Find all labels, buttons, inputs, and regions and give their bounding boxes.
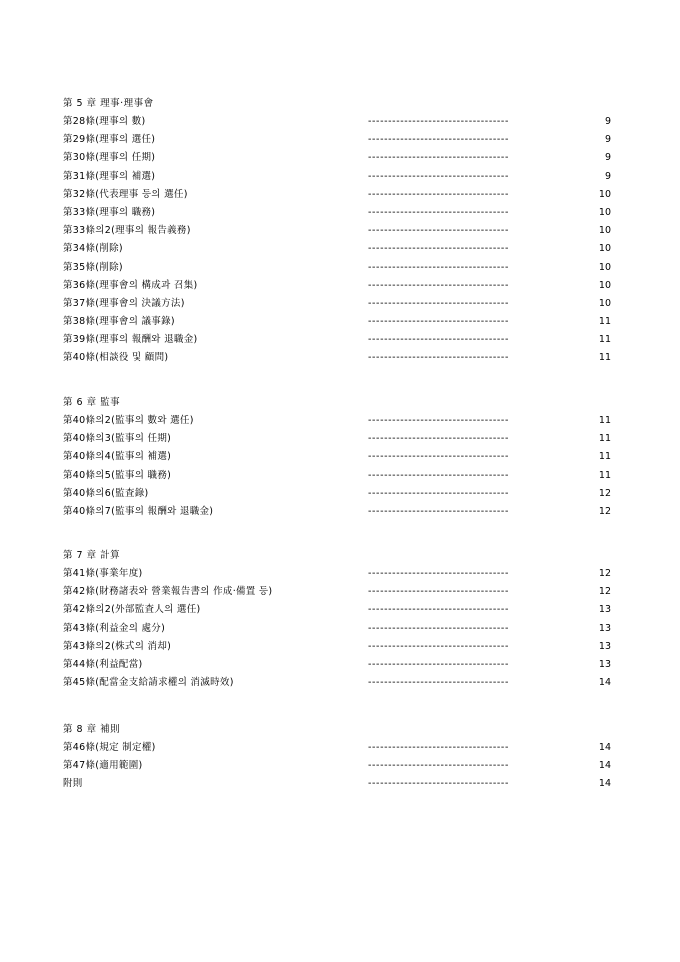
toc-entry[interactable] xyxy=(63,113,623,131)
entry-label: 第42條(財務諸表와 營業報告書의 作成·備置 등) xyxy=(63,586,273,598)
page-number: 10 xyxy=(598,279,611,291)
chapter-6 xyxy=(63,394,623,521)
page-number: 13 xyxy=(598,658,611,670)
dot-leader: ----------------------------------- xyxy=(368,451,509,463)
toc-entry[interactable] xyxy=(63,430,623,448)
dot-leader: ----------------------------------- xyxy=(368,487,509,499)
dot-leader: ----------------------------------- xyxy=(368,640,509,652)
page-number: 11 xyxy=(598,316,611,328)
toc-entry[interactable] xyxy=(63,638,623,656)
dot-leader: ----------------------------------- xyxy=(368,742,509,753)
entry-label: 第31條(理事의 補選) xyxy=(63,170,156,182)
page-number: 14 xyxy=(598,677,611,689)
entry-label: 第40條의5(監事의 職務) xyxy=(63,469,172,481)
entry-label: 第29條(理事의 選任) xyxy=(63,134,156,146)
dot-leader: ----------------------------------- xyxy=(368,188,509,200)
chapter-title: 第 8 章 補則 xyxy=(63,724,121,735)
chapter-title: 第 5 章 理事·理事會 xyxy=(63,98,154,109)
page-number: 10 xyxy=(598,243,611,255)
page-number: 12 xyxy=(598,505,611,517)
dot-leader: ----------------------------------- xyxy=(368,261,509,273)
dot-leader: ----------------------------------- xyxy=(368,206,509,218)
entry-label: 第46條(規定 制定權) xyxy=(63,742,156,753)
page-number: 9 xyxy=(604,134,611,146)
toc-entry[interactable] xyxy=(63,467,623,485)
page-number: 9 xyxy=(604,152,611,164)
entry-label: 第40條의7(監事의 報酬와 退職金) xyxy=(63,505,214,517)
toc-entry[interactable] xyxy=(63,412,623,430)
toc-entry[interactable] xyxy=(63,757,623,775)
dot-leader: ----------------------------------- xyxy=(368,469,509,481)
dot-leader: ----------------------------------- xyxy=(368,586,509,598)
page-number: 13 xyxy=(598,622,611,634)
entry-label: 第47條(適用範圍) xyxy=(63,760,143,772)
dot-leader: ----------------------------------- xyxy=(368,279,509,291)
entry-label: 第39條(理事의 報酬와 退職金) xyxy=(63,334,198,346)
entry-label: 第34條(削除) xyxy=(63,243,123,255)
entry-label: 第43條의2(株式의 消却) xyxy=(63,640,172,652)
page-number: 14 xyxy=(598,742,611,753)
page-number: 12 xyxy=(598,568,611,579)
entry-label: 第40條(相談役 및 顧問) xyxy=(63,352,169,364)
entry-label: 第40條의4(監事의 補選) xyxy=(63,451,172,463)
page-number: 10 xyxy=(598,297,611,309)
dot-leader: ----------------------------------- xyxy=(368,297,509,309)
toc-entry[interactable] xyxy=(63,601,623,619)
page-number: 11 xyxy=(598,334,611,346)
dot-leader: ----------------------------------- xyxy=(368,622,509,634)
dot-leader: ----------------------------------- xyxy=(368,677,509,689)
entry-label: 第40條의3(監事의 任期) xyxy=(63,433,172,445)
page-number: 11 xyxy=(598,433,611,445)
toc-entry[interactable] xyxy=(63,620,623,638)
dot-leader: ----------------------------------- xyxy=(368,658,509,670)
toc-entry[interactable] xyxy=(63,331,623,349)
page-number: 10 xyxy=(598,188,611,200)
toc-entry[interactable] xyxy=(63,656,623,674)
entry-label: 第44條(利益配當) xyxy=(63,658,143,670)
entry-label: 第43條(利益金의 處分) xyxy=(63,622,166,634)
toc-entry[interactable] xyxy=(63,131,623,149)
toc-entry[interactable] xyxy=(63,739,623,757)
entry-label: 第37條(理事會의 決議方法) xyxy=(63,297,185,309)
dot-leader: ----------------------------------- xyxy=(368,604,509,616)
dot-leader: ----------------------------------- xyxy=(368,778,509,790)
entry-label: 第45條(配當金支給請求權의 消滅時效) xyxy=(63,677,234,689)
dot-leader: ----------------------------------- xyxy=(368,505,509,517)
dot-leader: ----------------------------------- xyxy=(368,243,509,255)
toc-entry[interactable] xyxy=(63,583,623,601)
toc-entry[interactable] xyxy=(63,313,623,331)
toc-entry[interactable] xyxy=(63,240,623,258)
dot-leader: ----------------------------------- xyxy=(368,170,509,182)
toc-entry[interactable] xyxy=(63,295,623,313)
entry-label: 附則 xyxy=(63,778,83,790)
entry-label: 第41條(事業年度) xyxy=(63,568,143,579)
page-number: 10 xyxy=(598,206,611,218)
entry-label: 第42條의2(外部監査人의 選任) xyxy=(63,604,201,616)
dot-leader: ----------------------------------- xyxy=(368,316,509,328)
entry-label: 第33條(理事의 職務) xyxy=(63,206,156,218)
chapter-title: 第 7 章 計算 xyxy=(63,550,121,561)
entry-label: 第40條의6(監査錄) xyxy=(63,487,149,499)
entry-label: 第33條의2(理事의 報告義務) xyxy=(63,225,191,237)
dot-leader: ----------------------------------- xyxy=(368,415,509,426)
toc-entry[interactable] xyxy=(63,485,623,503)
page-number: 11 xyxy=(598,451,611,463)
dot-leader: ----------------------------------- xyxy=(368,433,509,445)
chapter-8 xyxy=(63,721,623,794)
page-number: 13 xyxy=(598,640,611,652)
toc-entry[interactable] xyxy=(63,448,623,466)
page-number: 10 xyxy=(598,261,611,273)
toc-entry[interactable] xyxy=(63,674,623,692)
page-number: 14 xyxy=(598,760,611,772)
chapter-7 xyxy=(63,547,623,692)
page-number: 9 xyxy=(604,116,611,127)
page-number: 13 xyxy=(598,604,611,616)
toc-entry[interactable] xyxy=(63,168,623,186)
dot-leader: ----------------------------------- xyxy=(368,760,509,772)
dot-leader: ----------------------------------- xyxy=(368,568,509,579)
toc-entry[interactable] xyxy=(63,222,623,240)
toc-entry[interactable] xyxy=(63,565,623,583)
toc-entry[interactable] xyxy=(63,775,623,793)
dot-leader: ----------------------------------- xyxy=(368,152,509,164)
toc-entry[interactable] xyxy=(63,204,623,222)
chapter-title: 第 6 章 監事 xyxy=(63,397,121,408)
entry-label: 第35條(削除) xyxy=(63,261,123,273)
entry-label: 第38條(理事會의 議事錄) xyxy=(63,316,175,328)
entry-label: 第28條(理事의 數) xyxy=(63,116,146,127)
dot-leader: ----------------------------------- xyxy=(368,334,509,346)
page-number: 12 xyxy=(598,487,611,499)
toc-entry[interactable] xyxy=(63,277,623,295)
page-number: 11 xyxy=(598,415,611,426)
page-number: 11 xyxy=(598,352,611,364)
toc-entry[interactable] xyxy=(63,503,623,521)
toc-entry[interactable] xyxy=(63,259,623,277)
toc-entry[interactable] xyxy=(63,149,623,167)
toc-entry[interactable] xyxy=(63,349,623,367)
page-number: 11 xyxy=(598,469,611,481)
entry-label: 第40條의2(監事의 數와 選任) xyxy=(63,415,194,426)
dot-leader: ----------------------------------- xyxy=(368,134,509,146)
dot-leader: ----------------------------------- xyxy=(368,225,509,237)
entry-label: 第32條(代表理事 등의 選任) xyxy=(63,188,188,200)
chapter-5 xyxy=(63,95,623,368)
page-number: 9 xyxy=(604,170,611,182)
page-number: 14 xyxy=(598,778,611,790)
dot-leader: ----------------------------------- xyxy=(368,352,509,364)
page-number: 12 xyxy=(598,586,611,598)
entry-label: 第36條(理事會의 構成과 召集) xyxy=(63,279,198,291)
toc-entry[interactable] xyxy=(63,186,623,204)
entry-label: 第30條(理事의 任期) xyxy=(63,152,156,164)
page-number: 10 xyxy=(598,225,611,237)
dot-leader: ----------------------------------- xyxy=(368,116,509,127)
